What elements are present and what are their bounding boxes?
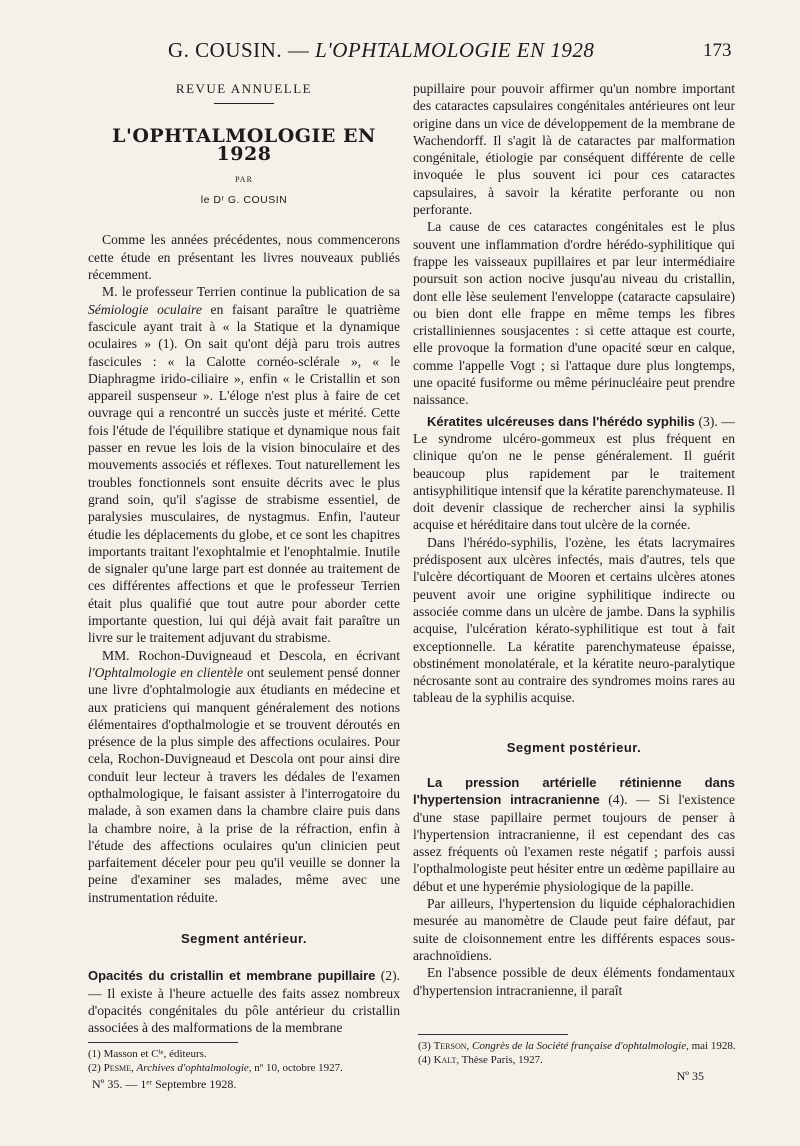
page-number: 173 [703, 40, 732, 61]
running-head-dash: — [287, 38, 310, 62]
intro-paragraph-2: M. le professeur Terrien continue la publication de sa Sémiologie oculaire en faisant paraître le quatrième fascicule ayant trait à « la Statique et la dynamique oculaires » (1). On sait qu'ont déjà paru trois autres fascicules : « la Calotte cornéo-sclérale », « le Diaphragme irido-ciliaire », enfin « le Cristallin et son appareil suspenseur ». L'éloge n'est plus à faire de cet ouvrage qui a rencontré un succès juste et mérité. Cette fois l'étude de l'équilibre statique et dynamique nous fait passer en revue les lois de la vision binoculaire et des mouvements associés et réflexes. Tout naturellement les troubles fonctionnels sont ensuite décrits avec le plus grand soin, qu'il s'agisse de strabisme essentiel, de paralysies musculaires, de nystagmus. Enfin, l'auteur étudie les déplacements du globe, et ce sont les chapitres importants traitant l'exophtalmie et l'enophtalmie. Inutile de signaler qu'une large part est donnée au traitement de ces différentes affections et que le professeur Terrien était plus qualifié que tout autre pour aborder cette importante question, lui qui déjà avait fait paraître un livre sur le traitement adjuvant du strabisme. [88, 284, 400, 646]
anterior-paragraph-2: La cause de ces cataractes congénitales est le plus souvent une inflammation d'ordre hérédo-syphilitique qui frappe les vaisseaux pupillaires et par leur intermédiaire poursuit son action nocive jusqu'au niveau du cristallin, dont elle lèse seulement l'enveloppe (cataracte capsulaire) ou bien dont elle frappe en même temps les fibres cristalliniennes sousjacentes : si cette attaque est courte, elle provoque la formation d'une opacité sœur en calque, comme l'appelle Vogt ; si l'attaque dure plus longtemps, une opacité fusiforme ou même périnucléaire peut prendre naissance. [413, 219, 735, 408]
subheading-pression: La pression artérielle rétinienne dans l'hypertension intracranienne [413, 774, 735, 808]
footnote-3: (3) Terson, Congrès de la Société française d'ophtalmologie, mai 1928. [418, 1040, 736, 1052]
book-title-clientele: l'Ophtalmologie en clientèle [88, 664, 244, 680]
posterior-paragraph-1: La pression artérielle rétinienne dans l'hypertension intracranienne (4). — Si l'existence d'une stase papillaire permet toujours de penser à l'hypertension intracranienne, il est cependant des cas assez fréquents où l'examen reste négatif ; parfois aussi l'opthalmologiste peut hésiter entre un œdème papillaire au début et une hyperémie physiologique de la papille. [413, 774, 735, 894]
title-rule [214, 103, 274, 104]
byline-par: PAR [235, 174, 253, 184]
section-heading-anterior: Segment antérieur. [180, 931, 308, 947]
footnote-rule-right [418, 1034, 568, 1035]
right-footnotes [418, 1034, 738, 1083]
running-head-journal: L'OPHTALMOLOGIE EN 1928 [315, 38, 595, 62]
anterior-paragraph-1-cont: pupillaire pour pouvoir affirmer qu'un nombre important des cataractes capsulaires congénitales antérieures ont leur origine dans un vice de développement de la membrane de Wachendorff. Il s'agit là de cataractes par malformation congénitale, étiologie par conséquent différente de celle invoquée le plus souvent ici pour ces cataractes capsulaires, à savoir la kératite perforante ou non perforante. [413, 81, 735, 218]
right-column [413, 80, 735, 999]
running-head-author: G. COUSIN. [168, 38, 283, 62]
article-title: L'OPHTALMOLOGIE EN 1928 [112, 125, 376, 165]
left-footnotes [88, 1042, 400, 1091]
section-heading-posterior: Segment postérieur. [506, 739, 642, 755]
book-title-semiologie: Sémiologie oculaire [88, 301, 202, 317]
issue-line: Nº 35. — 1ᵉʳ Septembre 1928. [92, 1077, 237, 1091]
keratites-paragraph-1: Kératites ulcéreuses dans l'hérédo syphilis (3). — Le syndrome ulcéro-gommeux est plus fréquent en clinique qu'on ne le pense généralement. Il guérit beaucoup plus rapidement par le traitement antisyphilitique intensif que la kératite parenchymateuse. Il doit devenir classique de rechercher ainsi la syphilis acquise et héréditaire dans tout ulcère de la cornée. [413, 413, 735, 533]
footnote-4: (4) Kalt, Thèse Paris, 1927. [418, 1054, 543, 1066]
running-head-title [168, 38, 594, 63]
intro-paragraph-3: MM. Rochon-Duvigneaud et Descola, en écrivant l'Ophtalmologie en clientèle ont seulement pensé donner une livre d'ophtalmologie aux étudiants en médecine et aux praticiens qui manquent généralement des notions élémentaires d'opthalmologie et se trouvent déroutés en présence de la plus simple des affections oculaires. Pour cela, Rochon-Duvigneaud et Descola ont pour ainsi dire conduit leur lecteur à travers les dédales de l'examen opthalmologique, le faisant assister à l'interrogatoire du malade, à son examen dans la chambre claire puis dans la chambre noire, à la prise de la réfraction, enfin à l'étude des affections oculaires qu'un clinicien peut parfaitement déceler pour peu qu'il veuille se donner la peine d'examiner ses malades, même avec une instrumentation réduite. [88, 647, 400, 905]
subheading-keratites: Kératites ulcéreuses dans l'hérédo syphilis [427, 413, 695, 429]
posterior-paragraph-3: En l'absence possible de deux éléments fondamentaux d'hypertension intracranienne, il paraît [413, 965, 735, 998]
anterior-paragraph-1: Opacités du cristallin et membrane pupillaire (2). — Il existe à l'heure actuelle des faits assez nombreux d'opacités congénitales du pôle antérieur du cristallin associées à des malformations de la membrane [88, 968, 400, 1036]
footnote-2: (2) Pesme, Archives d'ophtalmologie, nº 10, octobre 1927. [88, 1062, 343, 1074]
keratites-paragraph-2: Dans l'hérédo-syphilis, l'ozène, les états lacrymaires prédisposent aux ulcères infectés, mais d'autres, tels que l'ulcère décortiquant de Mooren et certains ulcères atones peuvent avoir une origine syphilitique indirecte ou associée comme dans un ulcère de jambe. Dans la syphilis acquise, l'ulcération kérato-syphilitique est tout à fait exceptionnelle. La kératite parenchymateuse épaisse, obstinément monolatérale, et la kératite neuro-paralytique nécrosante sont au contraire des syndromes moins rares au tableau de la syphilis acquise. [413, 534, 735, 706]
byline-author: le Dʳ G. COUSIN [200, 194, 288, 207]
subheading-opacites: Opacités du cristallin et membrane pupillaire [88, 968, 376, 984]
issue-line-right: Nº 35 [676, 1069, 704, 1083]
intro-paragraph-1: Comme les années précédentes, nous commencerons cette étude en présentant les livres nouveaux publiés récemment. [88, 232, 400, 283]
footnote-rule [88, 1042, 238, 1043]
running-head [0, 38, 800, 72]
posterior-paragraph-2: Par ailleurs, l'hypertension du liquide céphalorachidien mesurée au manomètre de Claude peut faire défaut, par suite de cloisonnement entre les différents espaces sous-arachnoïdiens. [413, 896, 735, 963]
footnote-1: (1) Masson et Cⁱᵉ, éditeurs. [88, 1048, 207, 1060]
left-column [88, 80, 400, 1037]
rubric: REVUE ANNUELLE [175, 81, 313, 96]
